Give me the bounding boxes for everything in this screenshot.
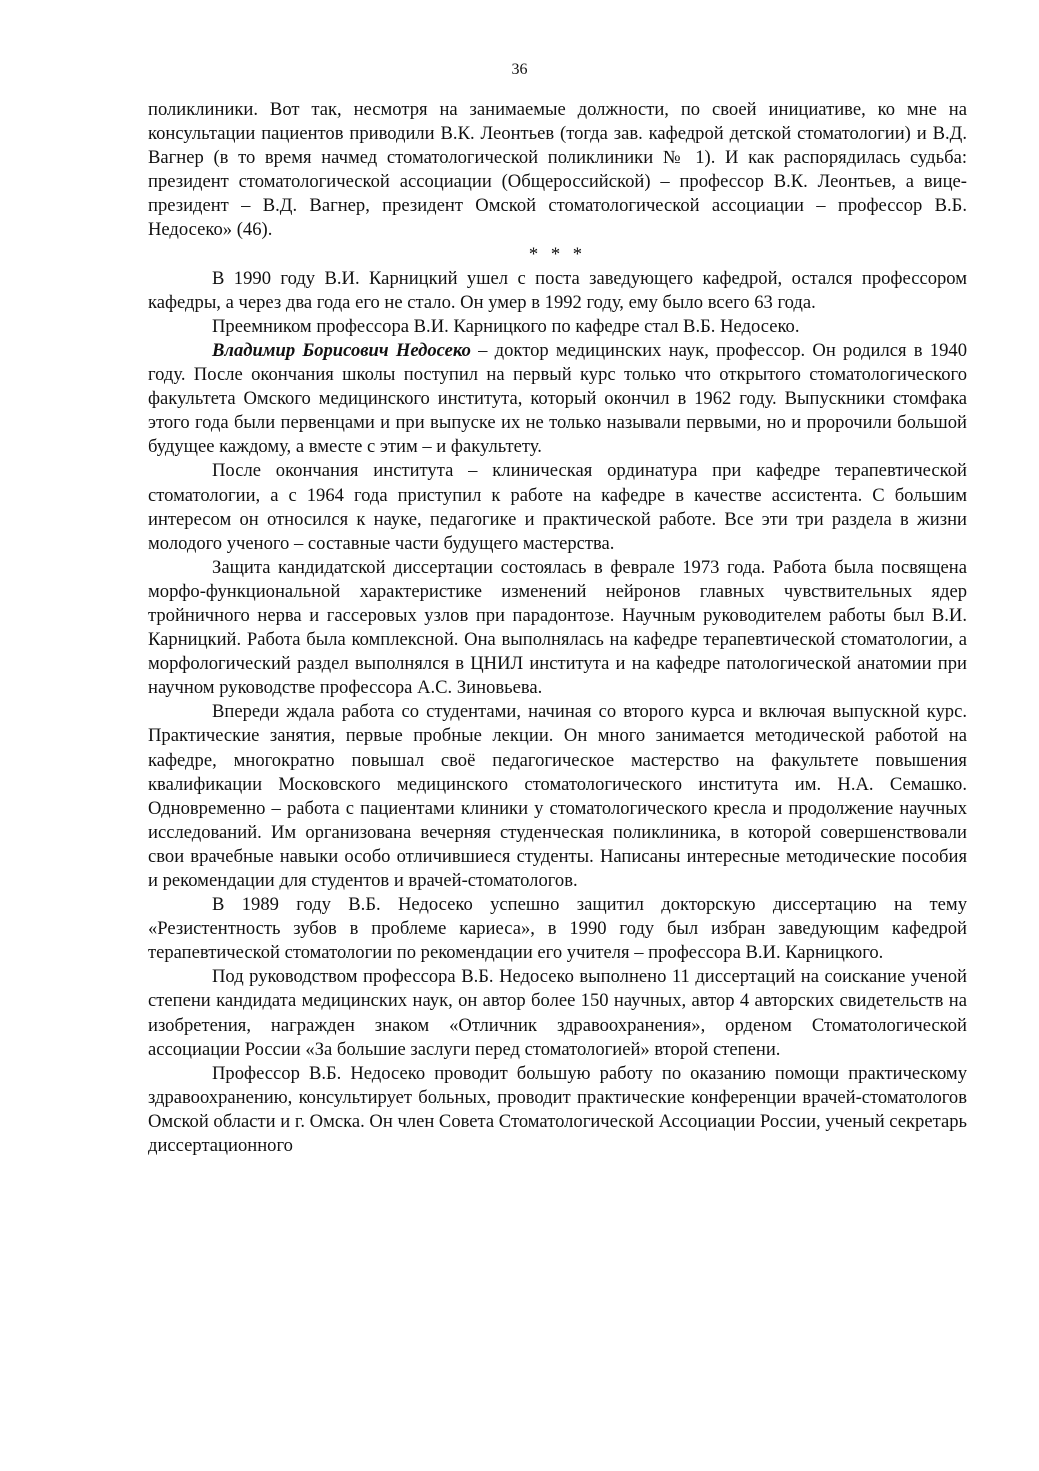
paragraph-candidate-thesis: Защита кандидатской диссертации состоялась в феврале 1973 года. Работа была посвящена морфо-функциональной характеристике изменений нейронов главных чувствительных ядер тройничного нерва и гассеровых узлов при парадонтозе. Научным руководителем работы был В.И. Карницкий. Работа была комплексной. Она выполнялась на кафедре терапевтической стоматологии, а морфологический раздел выполнялся в ЦНИЛ института и на кафедре патологической анатомии при научном руководстве профессора А.С. Зиновьева. [148,556,967,699]
biography-text: – доктор медицинских наук, профессор. Он родился в 1940 году. После окончания школы поступил на первый курс только что открытого стоматологического факультета Омского медицинского института, который окончил в 1962 году. Выпускники стомфака этого года были первенцами и при выпуске их не только называли первыми, но и пророчили большой будущее каждому, а вместе с этим – и факультету. [148,339,967,458]
page-number: 36 [511,61,528,78]
paragraph-public-work: Профессор В.Б. Недосеко проводит большую работу по оказанию помощи практическому здравоохранению, консультирует больных, проводит практические конференции врачей-стоматологов Омской области и г. Омска. Он член Совета Стоматологической Ассоциации России, ученый секретарь диссертационного [148,1062,967,1157]
paragraph-achievements: Под руководством профессора В.Б. Недосеко выполнено 11 диссертаций на соискание ученой степени кандидата медицинских наук, он автор более 150 научных, автор 4 авторских свидетельств на изобретения, награжден знаком «Отличник здравоохранения», орденом Стоматологической ассоциации России «За большие заслуги перед стоматологией» второй степени. [148,966,967,1060]
paragraph-biography [148,339,967,459]
paragraph-karnitsky-retirement: В 1990 году В.И. Карницкий ушел с поста заведующего кафедрой, остался профессором кафедры, а через два года его не стало. Он умер в 1992 году, ему было всего 63 года. [148,267,967,313]
paragraph-doctoral-thesis: В 1989 году В.Б. Недосеко успешно защитил докторскую диссертацию на тему «Резистентность зубов в проблеме кариеса», в 1990 году был избран заведующим кафедрой терапевтической стоматологии по рекомендации его учителя – профессора В.И. Карницкого. [148,894,967,964]
paragraph-residency: После окончания института – клиническая ординатура при кафедре терапевтической стоматологии, а с 1964 года приступил к работе на кафедре в качестве ассистента. С большим интересом он относился к науке, педагогике и практической работе. Все эти три раздела в жизни молодого ученого – составные части будущего мастерства. [148,460,967,554]
paragraph-continuation: поликлиники. Вот так, несмотря на занимаемые должности, по своей инициативе, ко мне на консультации пациентов приводили В.К. Леонтьев (тогда зав. кафедрой детской стоматологии) и В.Д. Вагнер (в то время начмед стоматологической поликлиники № 1). И как распорядилась судьба: президент стоматологической ассоциации (Общероссийской) – профессор В.К. Леонтьев, а вице-президент – В.Д. Вагнер, президент Омской стоматологической ассоциации – профессор В.Б. Недосеко» (46). [148,99,967,241]
paragraph-successor: Преемником профессора В.И. Карницкого по кафедре стал В.Б. Недосеко. [212,315,800,337]
person-name-heading: Владимир Борисович Недосеко [212,339,471,361]
section-separator: * * * [528,243,587,265]
body-text [148,98,967,1158]
paragraph-teaching: Впереди ждала работа со студентами, начиная со второго курса и включая выпускной курс. Практические занятия, первые пробные лекции. Он много занимается методической работой на кафедре, многократно повышал своё педагогическое мастерство на факультете повышения квалификации Московского медицинского стоматологического института им. Н.А. Семашко. Одновременно – работа с пациентами клиники у стоматологического кресла и продолжение научных исследований. Им организована вечерняя студенческая поликлиника, в которой совершенствовали свои врачебные навыки особо отличившиеся студенты. Написаны интересные методические пособия и рекомендации для студентов и врачей-стоматологов. [148,701,967,891]
